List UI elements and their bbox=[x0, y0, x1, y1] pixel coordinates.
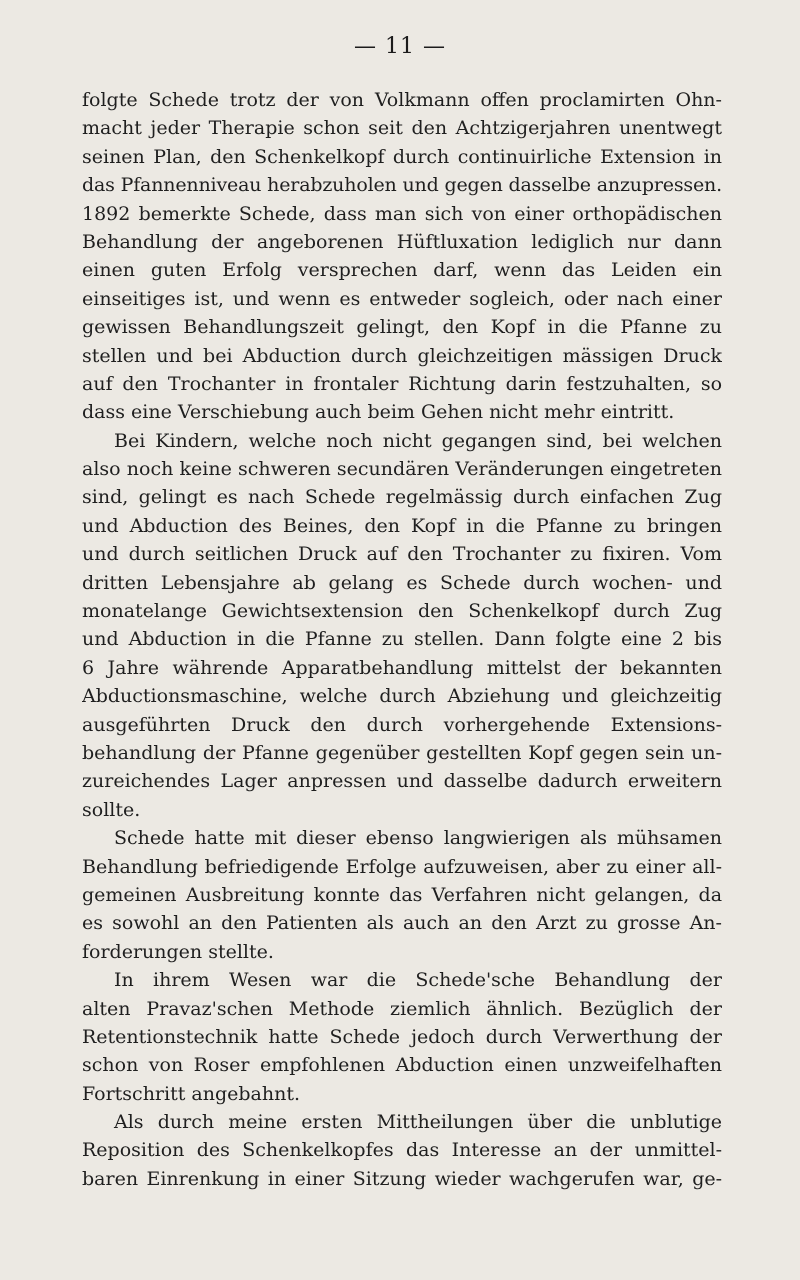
text-line: folgte Schede trotz der von Volkmann offen proclamirten Ohn- bbox=[82, 89, 722, 111]
page-number: — 11 — bbox=[354, 34, 446, 59]
text-line: es sowohl an den Patienten als auch an den Arzt zu grosse An- bbox=[82, 912, 722, 935]
text-line: und Abduction in die Pfanne zu stellen. Dann folgte eine 2 bis bbox=[82, 628, 722, 651]
text-line: monatelange Gewichtsextension den Schenkelkopf durch Zug bbox=[82, 600, 722, 623]
text-line: stellen und bei Abduction durch gleichzeitigen mässigen Druck bbox=[82, 344, 722, 367]
text-line: und Abduction des Beines, den Kopf in die Pfanne zu bringen bbox=[82, 514, 722, 537]
text-line: Schede hatte mit dieser ebenso langwierigen als mühsamen bbox=[114, 827, 722, 850]
text-line: schon von Roser empfohlenen Abduction einen unzweifelhaften bbox=[82, 1054, 722, 1077]
text-line: einseitiges ist, und wenn es entweder sogleich, oder nach einer bbox=[82, 287, 722, 310]
text-line: macht jeder Therapie schon seit den Achtzigerjahren unentwegt bbox=[82, 117, 722, 140]
text-line: ausgeführten Druck den durch vorhergehende Extensions- bbox=[82, 713, 722, 736]
text-line: dass eine Verschiebung auch beim Gehen nicht mehr eintritt. bbox=[82, 401, 675, 424]
text-line: Retentionstechnik hatte Schede jedoch durch Verwerthung der bbox=[82, 1025, 722, 1048]
text-line: seinen Plan, den Schenkelkopf durch continuirliche Extension in bbox=[82, 145, 722, 168]
text-line: Abductionsmaschine, welche durch Abziehung und gleichzeitig bbox=[82, 685, 722, 708]
text-line: In ihrem Wesen war die Schede'sche Behandlung der bbox=[114, 969, 722, 992]
text-line: 6 Jahre währende Apparatbehandlung mittelst der bekannten bbox=[82, 656, 722, 679]
text-line: also noch keine schweren secundären Veränderungen eingetreten bbox=[82, 458, 722, 481]
text-line: Behandlung befriedigende Erfolge aufzuweisen, aber zu einer all- bbox=[82, 855, 722, 878]
text-line: baren Einrenkung in einer Sitzung wieder wachgerufen war, ge- bbox=[82, 1167, 722, 1190]
text-line: Fortschritt angebahnt. bbox=[82, 1082, 301, 1105]
text-line: einen guten Erfolg versprechen darf, wenn das Leiden ein bbox=[82, 259, 722, 282]
body-text bbox=[82, 86, 722, 1193]
text-line: auf den Trochanter in frontaler Richtung darin festzuhalten, so bbox=[82, 372, 722, 395]
text-line: das Pfannenniveau herabzuholen und gegen dasselbe anzupressen. bbox=[82, 174, 722, 197]
text-line: dritten Lebensjahre ab gelang es Schede durch wochen- und bbox=[82, 571, 722, 594]
text-line: sollte. bbox=[82, 798, 141, 821]
text-line: behandlung der Pfanne gegenüber gestellten Kopf gegen sein un- bbox=[82, 741, 722, 764]
text-line: Reposition des Schenkelkopfes das Interesse an der unmittel- bbox=[82, 1139, 722, 1162]
text-line: Bei Kindern, welche noch nicht gegangen sind, bei welchen bbox=[114, 429, 722, 452]
text-line: gewissen Behandlungszeit gelingt, den Kopf in die Pfanne zu bbox=[82, 316, 722, 339]
text-line: zureichendes Lager anpressen und dasselbe dadurch erweitern bbox=[82, 770, 722, 793]
text-line: sind, gelingt es nach Schede regelmässig durch einfachen Zug bbox=[82, 486, 722, 509]
text-line: gemeinen Ausbreitung konnte das Verfahren nicht gelangen, da bbox=[82, 883, 722, 906]
text-line: forderungen stellte. bbox=[82, 940, 274, 963]
text-line: und durch seitlichen Druck auf den Trochanter zu fixiren. Vom bbox=[82, 543, 722, 566]
text-line: Als durch meine ersten Mittheilungen über die unblutige bbox=[114, 1111, 722, 1134]
text-line: Behandlung der angeborenen Hüftluxation lediglich nur dann bbox=[82, 230, 722, 253]
text-line: 1892 bemerkte Schede, dass man sich von einer orthopädischen bbox=[82, 202, 722, 225]
text-line: alten Pravaz'schen Methode ziemlich ähnlich. Bezüglich der bbox=[82, 997, 722, 1020]
